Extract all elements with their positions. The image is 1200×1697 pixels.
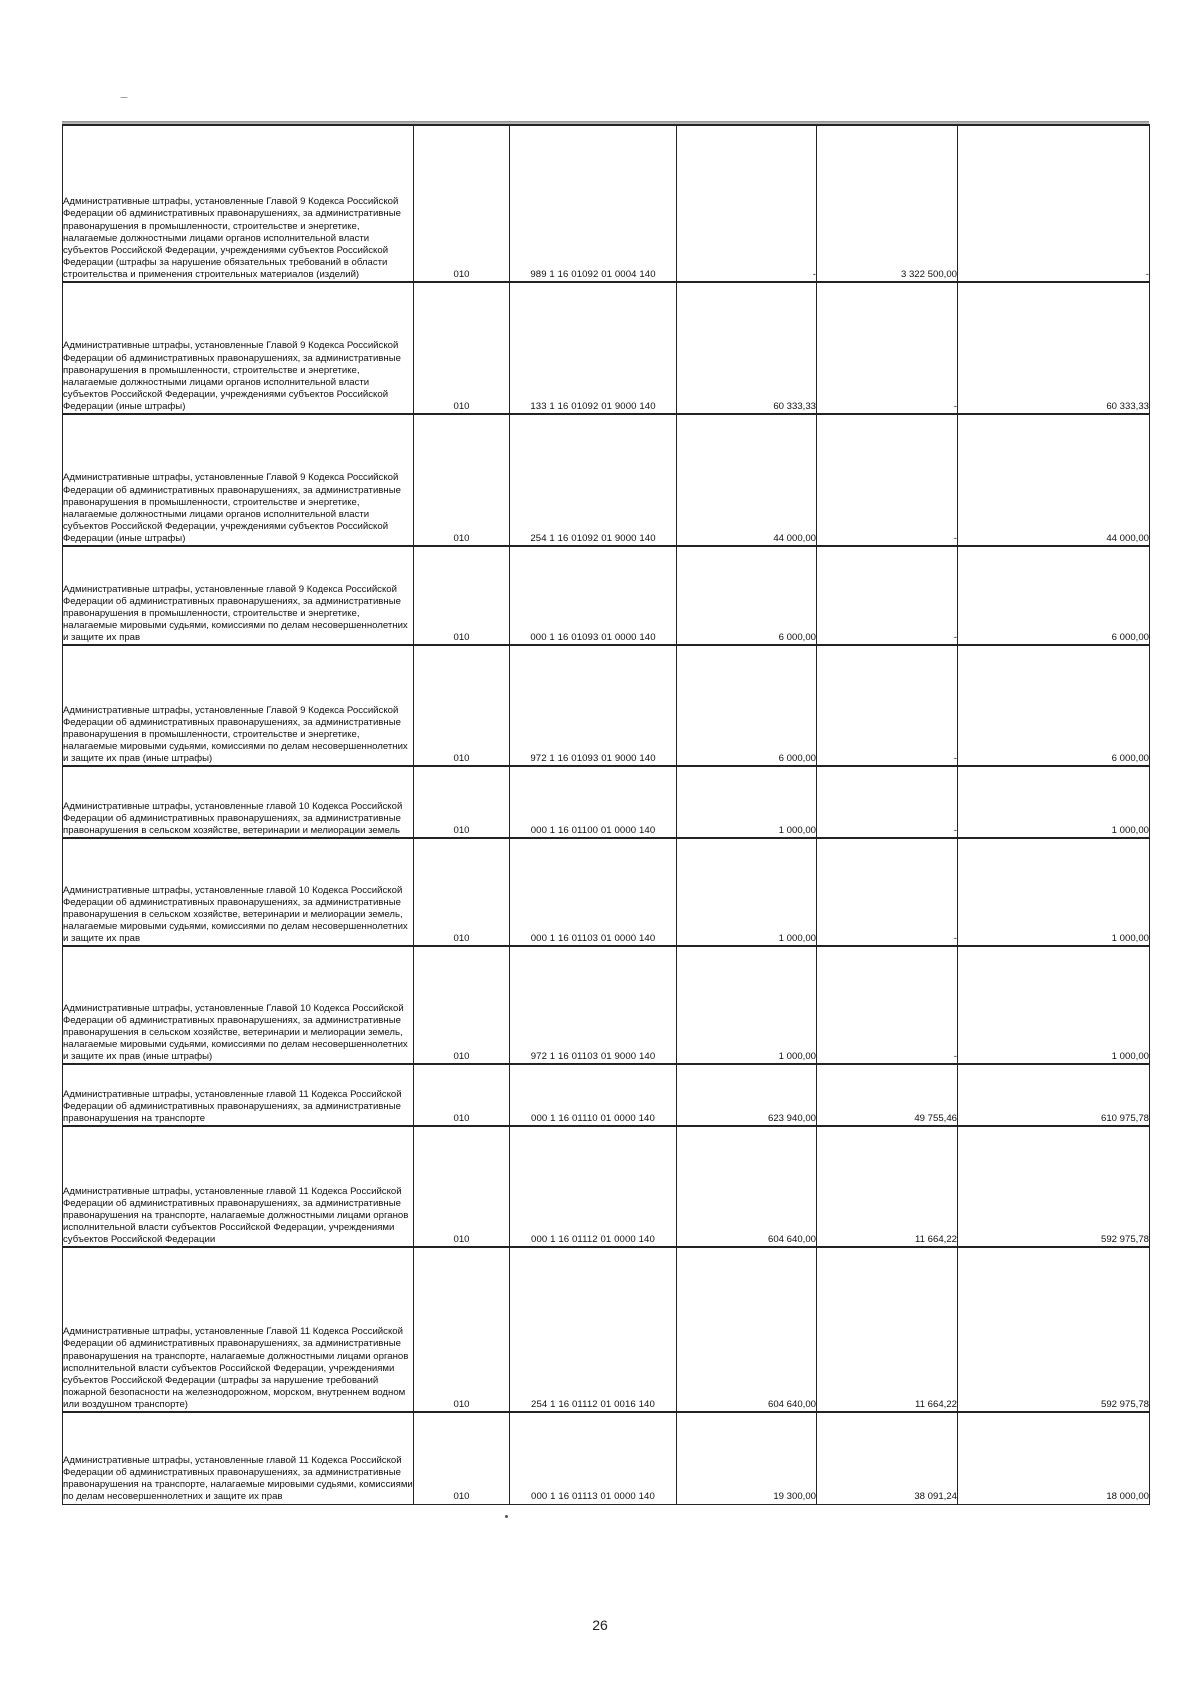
row-executed-amount: -: [817, 546, 958, 645]
row-line-code: 010: [414, 1064, 510, 1126]
row-income-code: 000 1 16 01100 01 0000 140: [510, 766, 677, 838]
row-name: Административные штрафы, установленные главой 11 Кодекса Российской Федерации об административных правонарушениях, за административные правонарушения на транспорте, налагаемые мировыми судьями, комиссиями по делам несовершеннолетних и защите их прав: [63, 1412, 414, 1504]
row-line-code: 010: [414, 282, 510, 414]
row-name: Административные штрафы, установленные Главой 9 Кодекса Российской Федерации об административных правонарушениях, за административные правонарушения в промышленности, строительстве и энергетике, налагаемые мировыми судьями, комиссиями по делам несовершеннолетних и защите их прав (иные штрафы): [63, 645, 414, 766]
row-remaining-amount: 1 000,00: [958, 766, 1150, 838]
row-income-code: 972 1 16 01103 01 9000 140: [510, 946, 677, 1064]
row-income-code: 000 1 16 01093 01 0000 140: [510, 546, 677, 645]
table-row: [63, 1064, 1150, 1126]
row-line-code: 010: [414, 546, 510, 645]
row-income-code: 000 1 16 01103 01 0000 140: [510, 838, 677, 946]
table-row: [63, 282, 1150, 414]
row-line-code: 010: [414, 125, 510, 282]
table-row: [63, 946, 1150, 1064]
row-income-code: 000 1 16 01110 01 0000 140: [510, 1064, 677, 1126]
row-name: Административные штрафы, установленные Главой 9 Кодекса Российской Федерации об административных правонарушениях, за административные правонарушения в промышленности, строительстве и энергетике, налагаемые должностными лицами органов исполнительной власти субъектов Российской Федерации, учреждениями субъектов Российской Федерации (иные штрафы): [63, 414, 414, 546]
page-number: 26: [592, 1617, 608, 1633]
row-remaining-amount: -: [958, 125, 1150, 282]
row-name: Административные штрафы, установленные главой 11 Кодекса Российской Федерации об административных правонарушениях, за административные правонарушения на транспорте: [63, 1064, 414, 1126]
row-approved-amount: 6 000,00: [677, 645, 817, 766]
table-row: [63, 766, 1150, 838]
row-approved-amount: 623 940,00: [677, 1064, 817, 1126]
table-row: [63, 414, 1150, 546]
row-name: Административные штрафы, установленные главой 11 Кодекса Российской Федерации об административных правонарушениях, за административные правонарушения на транспорте, налагаемые должностными лицами органов исполнительной власти субъектов Российской Федерации, учреждениями субъектов Российской Федерации: [63, 1126, 414, 1247]
row-executed-amount: -: [817, 645, 958, 766]
table-row: [63, 838, 1150, 946]
row-income-code: 000 1 16 01112 01 0000 140: [510, 1126, 677, 1247]
row-line-code: 010: [414, 766, 510, 838]
row-income-code: 000 1 16 01113 01 0000 140: [510, 1412, 677, 1504]
row-executed-amount: 3 322 500,00: [817, 125, 958, 282]
row-approved-amount: 19 300,00: [677, 1412, 817, 1504]
row-remaining-amount: 592 975,78: [958, 1247, 1150, 1412]
row-executed-amount: 38 091,24: [817, 1412, 958, 1504]
row-executed-amount: -: [817, 766, 958, 838]
table-row: [63, 1126, 1150, 1247]
row-line-code: 010: [414, 1412, 510, 1504]
row-executed-amount: 11 664,22: [817, 1247, 958, 1412]
row-executed-amount: -: [817, 946, 958, 1064]
row-remaining-amount: 6 000,00: [958, 645, 1150, 766]
row-approved-amount: 44 000,00: [677, 414, 817, 546]
row-line-code: 010: [414, 1126, 510, 1247]
row-approved-amount: 1 000,00: [677, 946, 817, 1064]
table-row: [63, 1247, 1150, 1412]
row-approved-amount: 1 000,00: [677, 838, 817, 946]
row-remaining-amount: 592 975,78: [958, 1126, 1150, 1247]
row-income-code: 133 1 16 01092 01 9000 140: [510, 282, 677, 414]
row-name: Административные штрафы, установленные Главой 10 Кодекса Российской Федерации об административных правонарушениях, за административные правонарушения в сельском хозяйстве, ветеринарии и мелиорации земель, налагаемые мировыми судьями, комиссиями по делам несовершеннолетних и защите их прав (иные штрафы): [63, 946, 414, 1064]
row-remaining-amount: 60 333,33: [958, 282, 1150, 414]
row-line-code: 010: [414, 645, 510, 766]
table-row: [63, 125, 1150, 282]
row-remaining-amount: 610 975,78: [958, 1064, 1150, 1126]
row-remaining-amount: 18 000,00: [958, 1412, 1150, 1504]
row-approved-amount: 604 640,00: [677, 1126, 817, 1247]
row-line-code: 010: [414, 946, 510, 1064]
row-approved-amount: 1 000,00: [677, 766, 817, 838]
row-name: Административные штрафы, установленные Главой 11 Кодекса Российской Федерации об административных правонарушениях, за административные правонарушения на транспорте, налагаемые должностными лицами органов исполнительной власти субъектов Российской Федерации, учреждениями субъектов Российской Федерации (штрафы за нарушение требований пожарной безопасности на железнодорожном, морском, внутреннем водном или воздушном транспорте): [63, 1247, 414, 1412]
row-line-code: 010: [414, 838, 510, 946]
row-executed-amount: -: [817, 414, 958, 546]
scan-speck: [120, 97, 128, 98]
row-income-code: 254 1 16 01092 01 9000 140: [510, 414, 677, 546]
row-remaining-amount: 44 000,00: [958, 414, 1150, 546]
row-approved-amount: 60 333,33: [677, 282, 817, 414]
row-line-code: 010: [414, 1247, 510, 1412]
row-name: Административные штрафы, установленные Главой 9 Кодекса Российской Федерации об административных правонарушениях, за административные правонарушения в промышленности, строительстве и энергетике, налагаемые должностными лицами органов исполнительной власти субъектов Российской Федерации, учреждениями субъектов Российской Федерации (иные штрафы): [63, 282, 414, 414]
table-row: [63, 645, 1150, 766]
row-line-code: 010: [414, 414, 510, 546]
row-executed-amount: -: [817, 282, 958, 414]
scan-speck: [505, 1515, 508, 1518]
row-name: Административные штрафы, установленные Главой 9 Кодекса Российской Федерации об административных правонарушениях, за административные правонарушения в промышленности, строительстве и энергетике, налагаемые должностными лицами органов исполнительной власти субъектов Российской Федерации, учреждениями субъектов Российской Федерации (штрафы за нарушение обязательных требований в области строительства и применения строительных материалов (изделий): [63, 125, 414, 282]
row-income-code: 254 1 16 01112 01 0016 140: [510, 1247, 677, 1412]
revenue-table: [62, 124, 1150, 1505]
row-approved-amount: 604 640,00: [677, 1247, 817, 1412]
row-income-code: 989 1 16 01092 01 0004 140: [510, 125, 677, 282]
row-executed-amount: 11 664,22: [817, 1126, 958, 1247]
row-name: Административные штрафы, установленные главой 9 Кодекса Российской Федерации об административных правонарушениях, за административные правонарушения в промышленности, строительстве и энергетике, налагаемые мировыми судьями, комиссиями по делам несовершеннолетних и защите их прав: [63, 546, 414, 645]
row-remaining-amount: 1 000,00: [958, 946, 1150, 1064]
table-row: [63, 1412, 1150, 1504]
row-executed-amount: 49 755,46: [817, 1064, 958, 1126]
row-income-code: 972 1 16 01093 01 9000 140: [510, 645, 677, 766]
row-remaining-amount: 1 000,00: [958, 838, 1150, 946]
table-row: [63, 546, 1150, 645]
row-name: Административные штрафы, установленные главой 10 Кодекса Российской Федерации об административных правонарушениях, за административные правонарушения в сельском хозяйстве, ветеринарии и мелиорации земель, налагаемые мировыми судьями, комиссиями по делам несовершеннолетних и защите их прав: [63, 838, 414, 946]
table-body: [63, 125, 1150, 1504]
row-approved-amount: 6 000,00: [677, 546, 817, 645]
row-remaining-amount: 6 000,00: [958, 546, 1150, 645]
row-name: Административные штрафы, установленные главой 10 Кодекса Российской Федерации об административных правонарушениях, за административные правонарушения в сельском хозяйстве, ветеринарии и мелиорации земель: [63, 766, 414, 838]
row-executed-amount: -: [817, 838, 958, 946]
row-approved-amount: -: [677, 125, 817, 282]
